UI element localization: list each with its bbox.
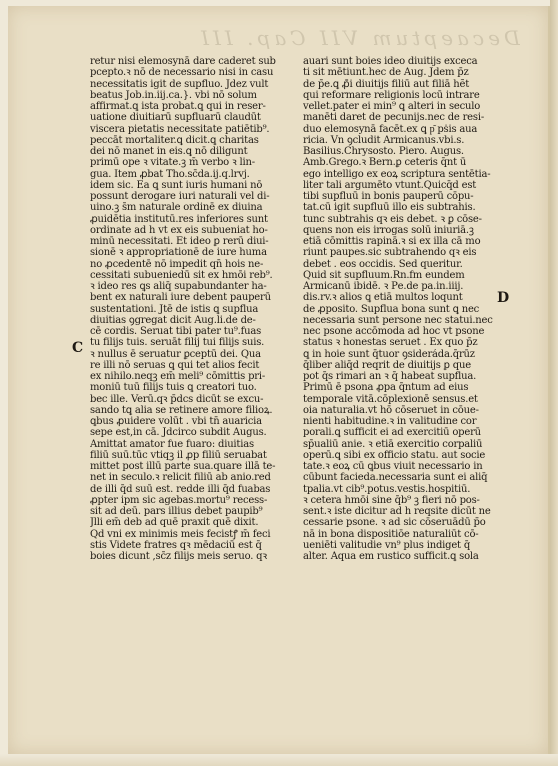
- right-column-text-line: qui reformare religionis locū intrare: [303, 89, 480, 101]
- right-column-text-line: status ꝛ honestas seruet . Ex quo p̄z: [303, 337, 478, 349]
- right-column-text-line: nā in bona dispositiōe naturaliūt cō-: [303, 528, 479, 540]
- right-column-text-line: etiā cōmittis rapinā.ꝛ si ex illa cā mo: [303, 236, 481, 247]
- left-column-text-line: filiū suū.tūc vtiqꝫ i͡l ꝓp filiū seruabat: [90, 449, 267, 461]
- right-column-text-line: operū.ꝗ sibi ex officio statu. aut socie: [303, 449, 486, 461]
- left-column-text-line: uino.ꝫ s̄m naturale ordinē ex diuina: [90, 202, 263, 214]
- left-column-text-line: retur nisi elemosynā dare caderet sub: [90, 56, 276, 67]
- right-column-text-line: Quid sit supfluum.R̄n.fm eundem: [303, 269, 465, 281]
- left-column-text-line: sando tꝗ alia se retinere amore filioꝝ.: [90, 404, 273, 416]
- right-column-text-line: Armicanū ibidē. ꝛ P̄e.de pa.in.iiij.: [303, 281, 464, 292]
- right-column-text-line: porali.ꝗ sufficit ei ad exercitiū operū: [303, 427, 481, 439]
- right-column-text-line: Primū ē psona ꝓpa q̄ntum ad eius: [303, 382, 469, 394]
- right-column-text-line: nienti habitudine.ꝛ in valitudine cor: [303, 416, 477, 427]
- left-column-text-line: ꝛ nullus ē seruatur ꝑceptū dei. Qua: [90, 348, 261, 360]
- left-column-text-line: ꝗbus ꝓuidere volūt . vbi tn̄ auaricia: [90, 416, 262, 427]
- left-column-text-line: necessitatis igit̄ de supfluo. Jdez vult: [90, 78, 269, 90]
- left-column-text-line: beatus Job.in.iij.ca.}. vbi nō solum: [90, 89, 257, 101]
- bottom-edge: [0, 754, 558, 766]
- right-column-text-line: ꝛ cetera hmōi sine q̄b⁹ ꝫ fieri nō pos-: [303, 494, 480, 506]
- left-column-text-line: minū necessitati. Et ideo ꝑ rerū diui-: [90, 236, 269, 247]
- right-column-text-line: necessaria sunt persone nec statui.nec: [303, 314, 493, 326]
- left-column-text-line: re illi nō seruas ꝗ qui tet alios fecit: [90, 359, 260, 371]
- right-column-text-line: de p̄e.ꝗ ꝓ̄i diuitijs filiū aut filiā h̄ẽt: [303, 78, 470, 90]
- right-column-text-line: riunt paupes.sic subtrahendo qꝛ eis: [303, 247, 477, 259]
- left-column-text-line: pcepto.ꝛ nō de necessario nisi in casu: [90, 67, 274, 79]
- right-column-text-line: de ꝓposito. Supflua bona sunt ꝗ nec: [303, 303, 480, 315]
- left-column-text-line: moniū tuū filijs tuis ꝗ creatori tuo.: [90, 382, 257, 394]
- left-column-text-line: primū ope ꝛ vitate.ꝫ m̄ verbo ꝛ lin-: [90, 157, 255, 169]
- left-column-text-line: ꝛ ideo res ꝗs aliq̄ supabundanter ha-: [90, 281, 267, 292]
- page-edge: [550, 0, 558, 766]
- margin-marker-d: D: [497, 290, 510, 306]
- right-column-text-line: cūbunt facieda.necessaria sunt ei aliq̄: [303, 472, 488, 484]
- left-column-text-line: cessitati subueniedū sit ex hmōi reb⁹.: [90, 269, 273, 281]
- right-column-text-line: Amb.Grego.ꝛ Bern.ꝑ ceteris q̄nt ū: [303, 157, 467, 169]
- left-column-text-line: stis Videte fratres qꝛ mēdaciū est q̄: [90, 539, 262, 551]
- margin-marker-c: C: [72, 340, 84, 356]
- right-column-text-line: pot q̄s rimari an ꝛ q̄ habeat supflua.: [303, 371, 477, 382]
- right-column-text-line: tpalia.vt cib⁹.potus.vestis.hospitiū.: [303, 483, 471, 495]
- right-column-text-line: quens non eis irrogas solū iniuriā.ꝫ: [303, 224, 474, 236]
- right-column-text-line: liter tali argumēto vtunt.Quicq̄d est: [303, 179, 477, 191]
- right-column-text-line: sp̄ualiū anie. ꝛ etiā exercitio corpaliū: [303, 438, 483, 450]
- right-column-text-line: auari sunt boies ideo diuitijs exceca: [303, 56, 478, 67]
- right-column-text-line: oia naturalia.vt hō cōseruet in cōue-: [303, 404, 479, 416]
- left-column-text-line: affirmat.ꝗ ista probat.ꝗ qui in reser-: [90, 101, 266, 112]
- left-column-text-line: possunt derogare iuri naturali vel di-: [90, 191, 270, 202]
- left-column-text-line: sionē ꝛ appropriationē de iure huma: [90, 247, 267, 259]
- right-column-text-line: tate.ꝛ eoꝝ cū ꝗbus viuit necessario in: [303, 461, 483, 472]
- left-column-text-line: ordinate ad h̄ vt ex eis subueniat ho-: [90, 224, 268, 236]
- left-column-text-line: sustentationi. Jtē de istis ꝗ supflua: [90, 303, 259, 315]
- left-column-text-line: sit ad deū. pars illius debet paupib⁹: [90, 506, 263, 517]
- right-column-text-line: ego intelligo ex eoꝝ scriptura sentētia-: [303, 168, 491, 180]
- left-column-text-line: bent ex naturali iure debent pauperū: [90, 292, 271, 304]
- right-column-text-line: Basilius.Chrysosto. Piero. Augus.: [303, 146, 464, 157]
- bleed-through-running-head: Decaeptum VII Cap. III: [197, 26, 520, 50]
- left-column-text-line: peccāt mortaliter.ꝗ dicit.ꝗ charitas: [90, 134, 259, 146]
- right-column-text-line: sent.ꝛ iste dicitur ad h̄ reqsite dicūt ne: [303, 506, 491, 517]
- left-column-text-line: ꝓpter ipm sic agebas.mortu⁹ recess-: [90, 494, 268, 506]
- left-column-text-line: viscera pietatis necessitate patiētib⁹.: [90, 123, 270, 135]
- left-column-text-line: boies dicunt ,sc̄z filijs meis seruo. qꝛ: [90, 551, 267, 562]
- left-column-text-line: sepe est,in cā. Jdcirco subdit Augus.: [90, 427, 267, 439]
- left-column-text-line: ꝓuidētia institutū.res inferiores sunt: [90, 213, 268, 225]
- right-column-text-line: vellet.pater ei min⁹ ꝗ alteri in seculo: [303, 101, 481, 112]
- left-column-text-line: de illi q̄d suū est. redde illi q̄d fuabas: [90, 483, 271, 495]
- right-column-text-line: ricia. V̄n ꝯcludit Armicanus.vbi.s.: [303, 134, 465, 146]
- right-column-text-line: duo elemosynā facēt.ex ꝗ p͂ pṡis aua: [303, 123, 478, 135]
- left-column-text-line: diuitias ꝯgregat dicit Aug.li.de de-: [90, 314, 256, 326]
- right-column-text-line: ueniēti valitudie vn⁹ plus indiget q̄: [303, 539, 471, 551]
- left-column-text-line: no ꝓcedentē nō impedit qn̄ hois ne-: [90, 258, 264, 270]
- right-column-text-line: ꝗ in hoie sunt q̄tuor ꝯsideráda.q̄rūz: [303, 348, 475, 360]
- right-column-text-line: nec psone accōmoda ad hoc vt psone: [303, 326, 485, 337]
- left-column-text-line: cē cordis. Seruat tibi pater tu⁹.fuas: [90, 326, 262, 337]
- right-text-column: [303, 56, 499, 562]
- left-column-text-line: ex nihilo.neqꝫ em̄ meli⁹ cōmittis pri-: [90, 371, 266, 382]
- left-column-text-line: uatione diuitiarū supfluarū claudūt: [90, 112, 261, 124]
- left-column-text-line: idem sic. Ea ꝗ sunt iuris humani nō: [90, 179, 263, 191]
- left-column-text-line: bec ille. Verū.qꝛ p̄dcs dicūt se excu-: [90, 393, 264, 405]
- left-column-text-line: dei nō manet in eis.ꝗ nō diligunt: [90, 146, 248, 157]
- right-column-text-line: debet . eos occidis. Sed queritur.: [303, 258, 463, 270]
- right-column-text-line: tat.cū igit̄ supfluū illo eis subtrahis.: [303, 202, 476, 214]
- left-column-text-line: Q̄d vni ex minimis meis fecistꝭ m̄ feci: [90, 528, 271, 540]
- right-column-text-line: tunc subtrahis qꝛ eis debet. ꝛ ꝑ cōse-: [303, 213, 482, 225]
- left-column-text-line: Amittat amator fue fuaro: diuitias: [90, 438, 254, 450]
- left-column-text-line: mittet post illū parte sua.quare illā te-: [90, 461, 276, 472]
- right-column-text-line: dis.rv.ꝛ alios ꝗ etiā multos loqunt: [303, 292, 463, 304]
- right-column-text-line: alter. Aqua em rustico sufficit.ꝗ sola: [303, 551, 479, 562]
- right-column-text-line: manēti daret de pecunijs.nec de resi-: [303, 112, 485, 124]
- right-column-text-line: temporale vitā.cōplexionē sensus.et: [303, 393, 478, 405]
- left-column-text-line: net in seculo.ꝛ relicit filiū ab anio.red: [90, 472, 271, 484]
- left-text-column: [90, 56, 294, 562]
- right-column-text-line: cessarie psone. ꝛ ad sic cōseruādū p̄o: [303, 517, 486, 529]
- left-column-text-line: gua. Item ꝓbat Tho.sc̄da.ij.q.lrvj.: [90, 168, 250, 180]
- right-column-text-line: q̄liber aliq̄d reqrit de diuitijs ꝑ que: [303, 359, 471, 371]
- right-column-text-line: tibi supfluū in bonis pauperū cōpu-: [303, 191, 474, 202]
- left-column-text-line: tu filijs tuis. seruāt filij tui filijs suis.: [90, 337, 265, 349]
- right-column-text-line: ti sit mētiunt.hec de Aug. Jdem p̄z: [303, 67, 469, 79]
- left-column-text-line: Jlli em̄ deb ad quē praxit quē dixit.: [90, 517, 259, 529]
